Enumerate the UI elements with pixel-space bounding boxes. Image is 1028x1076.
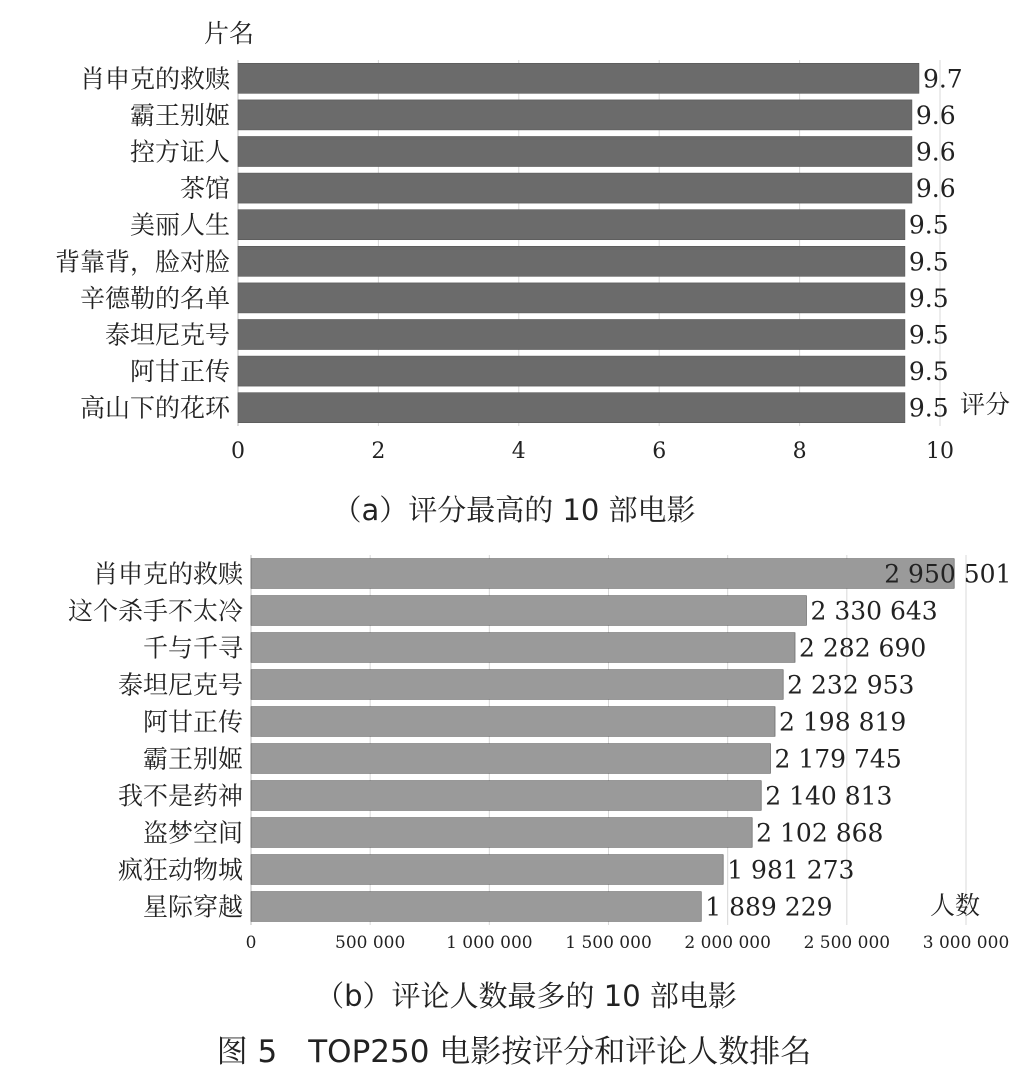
figure-caption: 图 5 TOP250 电影按评分和评论人数排名 (216, 1034, 812, 1070)
b-value-label: 2 330 643 (810, 596, 938, 626)
chart-top-ratings (55, 19, 1010, 527)
b-category-label: 盗梦空间 (142, 818, 243, 848)
b-bar (251, 744, 771, 774)
chart-a-xlabel: 评分 (960, 390, 1011, 419)
b-category-label: 阿甘正传 (142, 707, 243, 737)
a-value-label: 9.7 (922, 64, 963, 94)
a-bar (238, 210, 905, 240)
b-category-label: 肖申克的救赎 (92, 559, 243, 589)
a-value-label: 9.5 (908, 283, 949, 313)
b-category-label: 霸王别姬 (142, 744, 243, 774)
chart-a-ylabel: 片名 (204, 19, 255, 48)
b-tick-label: 1 500 000 (565, 933, 652, 953)
chart-b-category-labels (68, 560, 244, 922)
a-bar (238, 136, 912, 166)
b-bar (251, 559, 954, 589)
a-bar (238, 246, 905, 276)
chart-top-review-counts (68, 555, 1011, 1013)
b-category-label: 千与千寻 (142, 633, 243, 663)
a-value-label: 9.5 (908, 210, 949, 240)
b-tick-label: 0 (245, 933, 257, 953)
b-bar (251, 818, 752, 848)
b-value-label: 2 282 690 (799, 633, 927, 663)
a-value-label: 9.5 (908, 320, 949, 350)
b-tick-label: 3 000 000 (922, 933, 1010, 953)
chart-a-category-labels (55, 64, 231, 422)
b-tick-label: 500 000 (335, 933, 406, 953)
b-value-label: 1 889 229 (705, 892, 833, 922)
b-category-label: 泰坦尼克号 (117, 670, 243, 700)
b-bar (251, 892, 701, 922)
a-tick-label: 4 (511, 439, 526, 464)
a-value-label: 9.5 (908, 393, 949, 423)
a-category-label: 泰坦尼克号 (104, 320, 230, 350)
b-value-label: 2 198 819 (779, 707, 907, 737)
b-bar (251, 633, 795, 663)
b-bar (251, 670, 783, 700)
a-bar (238, 356, 905, 386)
b-tick-label: 2 500 000 (803, 933, 891, 953)
b-bar (251, 707, 775, 737)
b-value-label: 2 950 501 (884, 559, 1012, 589)
a-bar (238, 173, 912, 203)
a-bar (238, 393, 905, 423)
a-category-label: 控方证人 (129, 137, 230, 167)
chart-a-tick-labels (231, 439, 954, 464)
a-value-label: 9.5 (908, 357, 949, 387)
chart-b-caption: （b）评论人数最多的 10 部电影 (315, 979, 737, 1013)
a-tick-label: 2 (371, 439, 386, 464)
a-category-label: 辛德勒的名单 (79, 283, 230, 313)
a-bar (238, 100, 912, 130)
a-category-label: 阿甘正传 (129, 357, 230, 387)
b-value-label: 2 140 813 (765, 781, 893, 811)
a-value-label: 9.6 (915, 137, 956, 167)
a-category-label: 美丽人生 (129, 210, 230, 240)
a-category-label: 茶馆 (179, 174, 230, 204)
a-category-label: 霸王别姬 (129, 100, 230, 130)
b-value-label: 2 102 868 (756, 818, 884, 848)
a-value-label: 9.6 (915, 174, 956, 204)
a-bar (238, 63, 919, 93)
b-bar (251, 855, 723, 885)
a-tick-label: 0 (231, 439, 245, 464)
chart-b-xlabel: 人数 (930, 891, 981, 920)
chart-b-tick-labels (246, 933, 1010, 953)
chart-a-value-labels (909, 64, 963, 422)
a-category-label: 肖申克的救赎 (79, 64, 230, 94)
b-category-label: 这个杀手不太冷 (67, 596, 243, 626)
a-tick-label: 10 (926, 439, 954, 464)
b-tick-label: 2 000 000 (684, 933, 771, 953)
chart-a-bars (238, 63, 919, 422)
b-value-label: 2 232 953 (787, 670, 915, 700)
b-tick-label: 1 000 000 (446, 933, 533, 953)
b-value-label: 2 179 745 (774, 744, 902, 774)
a-bar (238, 319, 905, 349)
b-bar (251, 596, 806, 626)
a-tick-label: 6 (652, 439, 667, 464)
chart-a-caption: （a）评分最高的 10 部电影 (332, 493, 696, 527)
a-category-label: 背靠背，脸对脸 (54, 247, 230, 277)
a-tick-label: 8 (792, 439, 807, 464)
b-category-label: 星际穿越 (142, 892, 243, 922)
b-value-label: 1 981 273 (727, 855, 855, 885)
b-category-label: 我不是药神 (117, 781, 243, 811)
a-value-label: 9.5 (908, 247, 949, 277)
a-category-label: 高山下的花环 (79, 393, 230, 423)
a-bar (238, 283, 905, 313)
b-bar (251, 781, 761, 811)
b-category-label: 疯狂动物城 (117, 855, 243, 885)
a-value-label: 9.6 (915, 100, 956, 130)
